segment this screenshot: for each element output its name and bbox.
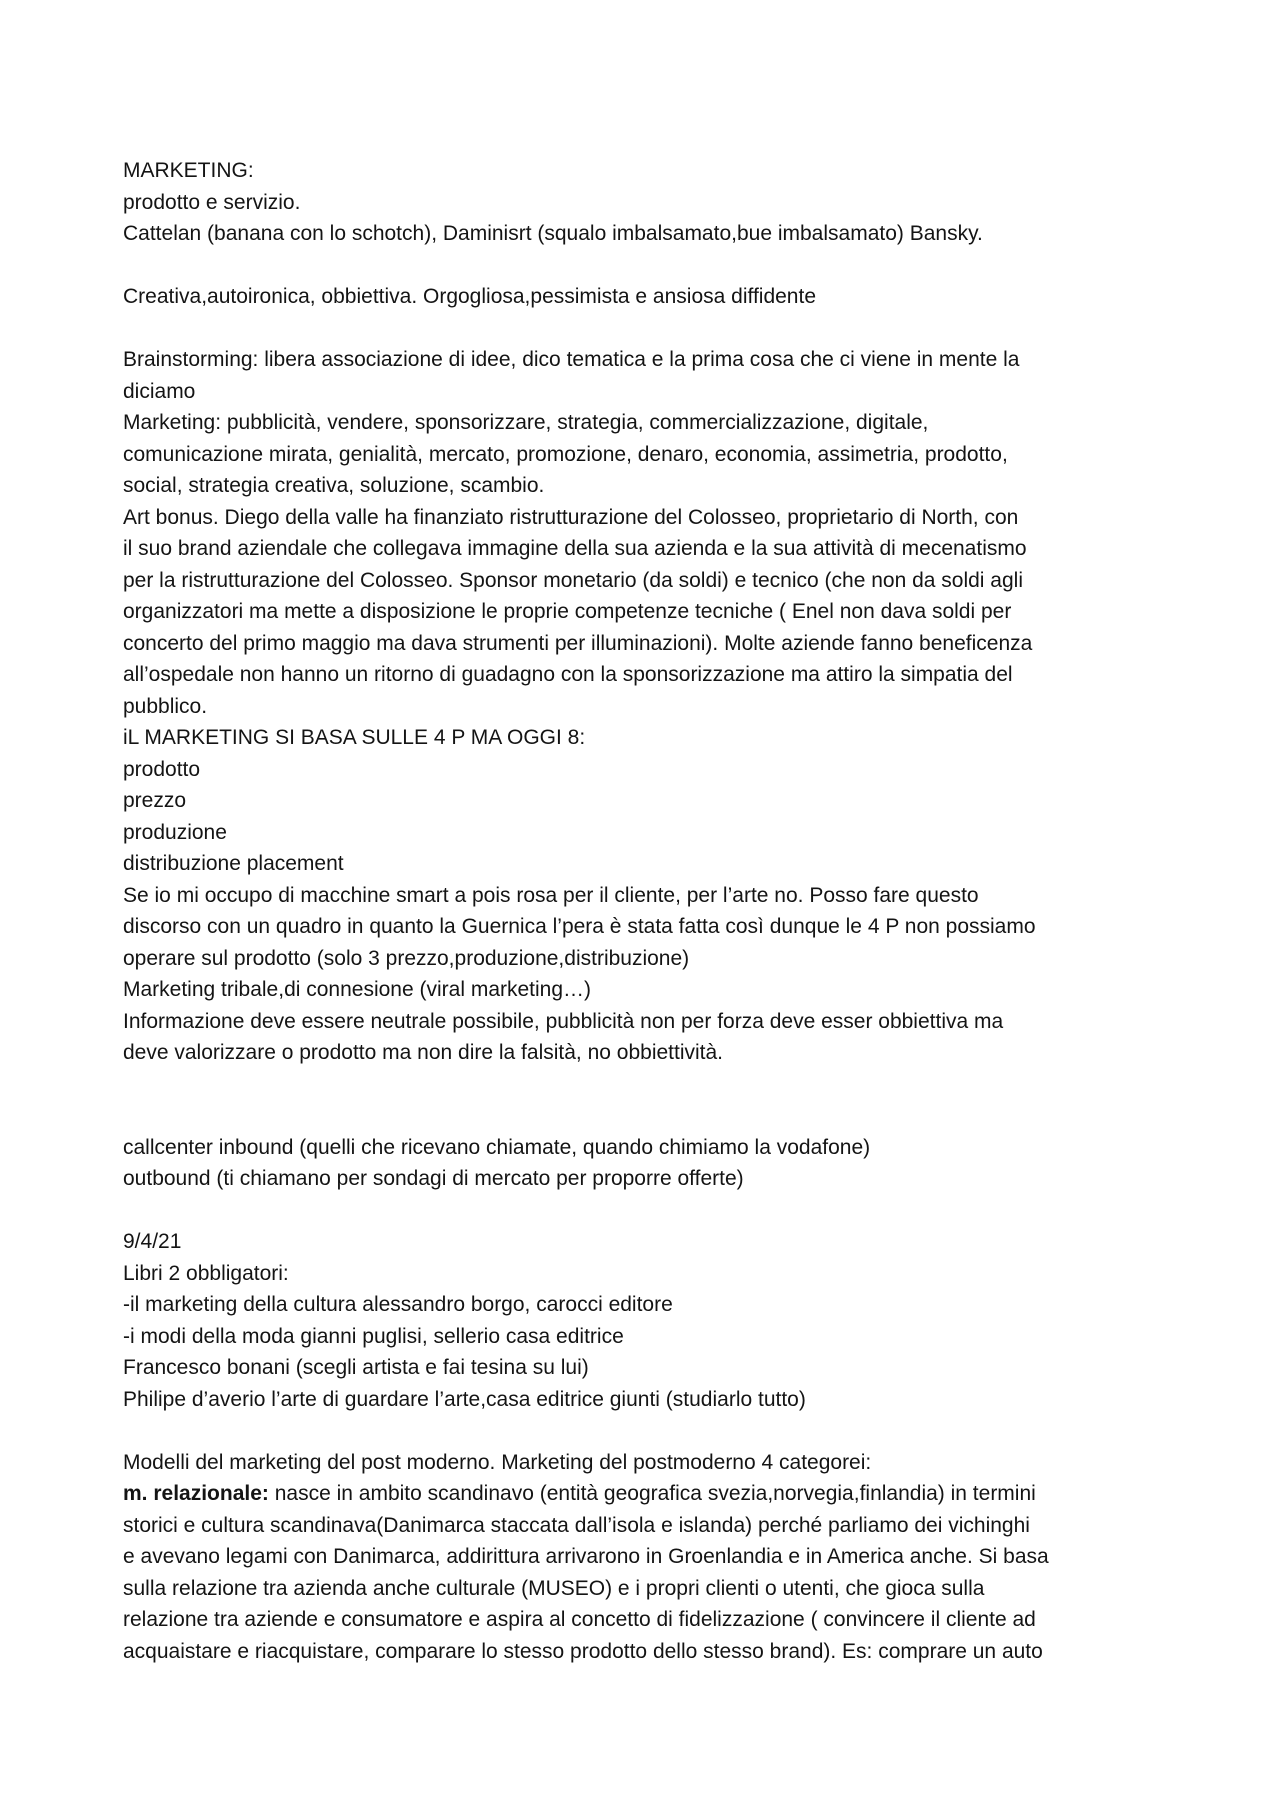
- text-line: organizzatori ma mette a disposizione le proprie competenze tecniche ( Enel non dava soldi per: [123, 600, 1012, 623]
- text-line: deve valorizzare o prodotto ma non dire la falsità, no obbiettività.: [123, 1041, 724, 1064]
- text-line: comunicazione mirata, genialità, mercato, promozione, denaro, economia, assimetria, prodotto,: [123, 442, 1008, 466]
- section-term: m. relazionale:: [123, 1482, 269, 1505]
- blank-line: [123, 250, 1173, 282]
- text-line: Se io mi occupo di macchine smart a pois rosa per il cliente, per l’arte no. Posso fare questo: [123, 883, 979, 907]
- text-line: prodotto: [123, 757, 201, 781]
- text-line: produzione: [123, 820, 227, 844]
- date-line: 9/4/21: [123, 1230, 182, 1253]
- blank-line: [123, 1195, 1173, 1227]
- text-line: all’ospedale non hanno un ritorno di guadagno con la sponsorizzazione ma attiro la simpatia del: [123, 663, 1013, 686]
- text-line: social, strategia creativa, soluzione, scambio.: [123, 474, 545, 497]
- text-line: callcenter inbound (quelli che ricevano chiamate, quando chimiamo la vodafone): [123, 1135, 871, 1159]
- text-line: Art bonus. Diego della valle ha finanziato ristrutturazione del Colosseo, proprietario di North, con: [123, 505, 1019, 529]
- text-line: Modelli del marketing del post moderno. Marketing del postmoderno 4 categorei:: [123, 1450, 872, 1474]
- text-line: distribuzione placement: [123, 852, 344, 875]
- text-line: storici e cultura scandinava(Danimarca staccata dall’isola e islanda) perché parliamo dei vichinghi: [123, 1513, 1030, 1537]
- text-line: operare sul prodotto (solo 3 prezzo,produzione,distribuzione): [123, 946, 690, 970]
- document-body: [123, 155, 1173, 1667]
- text-line: MARKETING:: [123, 159, 254, 182]
- text-line: il suo brand aziendale che collegava immagine della sua azienda e la sua attività di mecenatismo: [123, 537, 1027, 560]
- text-line: Marketing tribale,di connesione (viral marketing…): [123, 978, 592, 1001]
- text-line: Philipe d’averio l’arte di guardare l’arte,casa editrice giunti (studiarlo tutto): [123, 1387, 806, 1411]
- text-line: acquaistare e riacquistare, comparare lo stesso prodotto dello stesso brand). Es: comprare un auto: [123, 1639, 1043, 1663]
- text-line: Creativa,autoironica, obbiettiva. Orgogliosa,pessimista e ansiosa diffidente: [123, 285, 816, 308]
- blank-line: [123, 1415, 1173, 1447]
- text-line: -il marketing della cultura alessandro borgo, carocci editore: [123, 1293, 673, 1316]
- text-line: Francesco bonani (scegli artista e fai tesina su lui): [123, 1356, 589, 1379]
- text-line: [123, 1478, 1173, 1510]
- text-line: Marketing: pubblicità, vendere, sponsorizzare, strategia, commercializzazione, digitale,: [123, 411, 929, 434]
- text-line: Cattelan (banana con lo schotch), Daminisrt (squalo imbalsamato,bue imbalsamato) Bansky.: [123, 222, 983, 245]
- text-line: Informazione deve essere neutrale possibile, pubblicità non per forza deve esser obbiettiva ma: [123, 1009, 1004, 1033]
- text-line: sulla relazione tra azienda anche culturale (MUSEO) e i propri clienti o utenti, che gioca sulla: [123, 1576, 985, 1600]
- text-line: diciamo: [123, 379, 196, 403]
- text-line: outbound (ti chiamano per sondagi di mercato per proporre offerte): [123, 1167, 744, 1190]
- text-line: discorso con un quadro in quanto la Guernica l’pera è stata fatta così dunque le 4 P non possiamo: [123, 915, 1036, 938]
- text-line: iL MARKETING SI BASA SULLE 4 P MA OGGI 8:: [123, 726, 586, 749]
- text-line: e avevano legami con Danimarca, addirittura arrivarono in Groenlandia e in America anche. Si basa: [123, 1545, 1049, 1568]
- text-line: -i modi della moda gianni puglisi, sellerio casa editrice: [123, 1324, 624, 1348]
- text-line: pubblico.: [123, 694, 208, 718]
- text-line: prodotto e servizio.: [123, 190, 301, 214]
- text-line: Libri 2 obbligatori:: [123, 1261, 289, 1285]
- text-line: per la ristrutturazione del Colosseo. Sponsor monetario (da soldi) e tecnico (che non da soldi agli: [123, 568, 1023, 592]
- blank-line: [123, 1069, 1173, 1132]
- text-span: nasce in ambito scandinavo (entità geografica svezia,norvegia,finlandia) in termini: [268, 1482, 1036, 1505]
- blank-line: [123, 313, 1173, 345]
- text-line: concerto del primo maggio ma dava strumenti per illuminazioni). Molte aziende fanno beneficenza: [123, 631, 1033, 655]
- text-line: relazione tra aziende e consumatore e aspira al concetto di fidelizzazione ( convincere il cliente ad: [123, 1608, 1036, 1631]
- text-line: prezzo: [123, 789, 187, 812]
- text-line: Brainstorming: libera associazione di idee, dico tematica e la prima cosa che ci viene in mente la: [123, 348, 1020, 371]
